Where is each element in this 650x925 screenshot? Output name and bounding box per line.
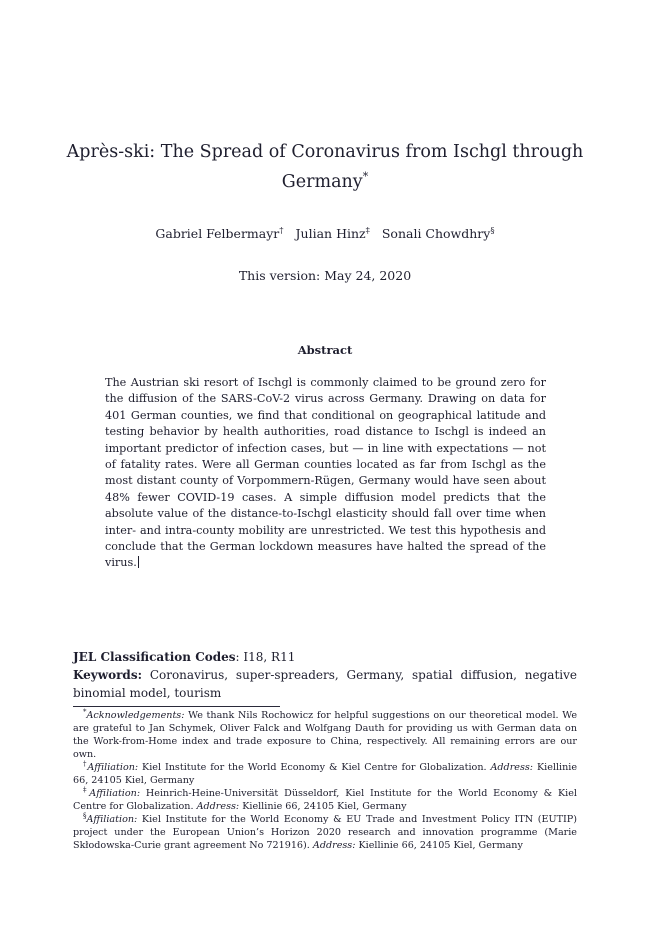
author-3 xyxy=(382,226,495,241)
author-2-mark: ‡ xyxy=(365,225,370,236)
author-3-name: Sonali Chowdhry xyxy=(381,226,491,241)
footnote-affiliation-2 xyxy=(73,787,577,813)
footnote-1-text: We thank Nils Rochowicz for helpful suggestions on our theoretical model. We are grateful to Jan Schymek, Oliver Falck and Wolfgang Dauth for providing us with German data on the Work-from-Home index and trade exposure to China, respectively. All remaining errors are our own. xyxy=(73,710,577,760)
footnote-2-label: Affiliation: xyxy=(87,762,139,773)
footnotes xyxy=(73,709,577,852)
author-2 xyxy=(296,226,370,241)
footnote-4-address: Kiellinie 66, 24105 Kiel, Germany xyxy=(355,840,523,851)
keywords-line xyxy=(73,666,577,702)
footnote-rule xyxy=(73,706,280,707)
version-line: This version: May 24, 2020 xyxy=(238,268,412,283)
abstract-heading: Abstract xyxy=(297,343,353,357)
paper-title xyxy=(0,137,650,197)
keywords-list: Coronavirus, super-spreaders, Germany, spatial diffusion, negative binomial model, tourism xyxy=(73,668,577,700)
footnote-2-address-label: Address: xyxy=(490,762,534,773)
author-list xyxy=(0,226,650,241)
author-1-mark: † xyxy=(279,225,284,236)
footnote-1-mark: * xyxy=(83,707,87,716)
footnote-1-label: Acknowledgements: xyxy=(86,710,185,721)
footnote-3-label: Affiliation: xyxy=(89,788,141,799)
keywords-label: Keywords: xyxy=(73,668,143,682)
footnote-4-mark: § xyxy=(83,811,87,820)
footnote-affiliation-3 xyxy=(73,813,577,852)
footnote-3-text: Heinrich-Heine-Universität Düsseldorf, Kiel Institute for the World Economy & Kiel Centre for Globalization. xyxy=(73,788,577,812)
footnote-4-text: Kiel Institute for the World Economy & EU Trade and Investment Policy ITN (EUTIP) project under the European Union’s Horizon 2020 research and innovation programme (Marie Skłodowska-Curie grant agreement No 721916). xyxy=(73,814,577,851)
footnote-3-mark: ‡ xyxy=(83,785,90,794)
text-cursor xyxy=(138,556,139,568)
footnote-affiliation-1 xyxy=(73,761,577,787)
footnote-3-address: Kiellinie 66, 24105 Kiel, Germany xyxy=(239,801,407,812)
author-1 xyxy=(155,226,283,241)
footnote-2-mark: † xyxy=(83,759,88,768)
footnote-acknowledgements xyxy=(73,709,577,761)
footnote-3-address-label: Address: xyxy=(196,801,240,812)
footnote-4-label: Affiliation: xyxy=(86,814,138,825)
jel-line xyxy=(73,648,577,666)
jel-codes: : I18, R11 xyxy=(235,650,296,664)
title-footnote-mark: * xyxy=(362,170,369,184)
author-1-name: Gabriel Felbermayr xyxy=(155,226,280,241)
title-line1: Après-ski: The Spread of Coronavirus from Ischgl through xyxy=(66,142,584,162)
footnote-2-text: Kiel Institute for the World Economy & Kiel Centre for Globalization. xyxy=(138,762,491,773)
abstract-text xyxy=(105,375,546,572)
title-line2: Germany xyxy=(281,172,363,192)
abstract-paragraph: The Austrian ski resort of Ischgl is commonly claimed to be ground zero for the diffusion of the SARS-CoV-2 virus across Germany. Drawing on data for 401 German counties, we find that conditional on geographical latitude and testing behavior by health authorities, road distance to Ischgl is indeed an important predictor of infection cases, but — in line with expectations — not of fatality rates. Were all German counties located as far from Ischgl as the most distant county of Vorpommern-Rügen, Germany would have seen about 48% fewer COVID-19 cases. A simple diffusion model predicts that the absolute value of the distance-to-Ischgl elasticity should fall over time when inter- and intra-county mobility are unrestricted. We test this hypothesis and conclude that the German lockdown measures have halted the spread of the virus. xyxy=(105,376,546,570)
author-2-name: Julian Hinz xyxy=(295,226,366,241)
footnote-2-address: Kiellinie 66, 24105 Kiel, Germany xyxy=(73,762,578,786)
jel-label: JEL Classification Codes xyxy=(73,650,236,664)
footnote-4-address-label: Address: xyxy=(312,840,356,851)
meta-block xyxy=(73,648,577,702)
author-3-mark: § xyxy=(490,225,495,236)
